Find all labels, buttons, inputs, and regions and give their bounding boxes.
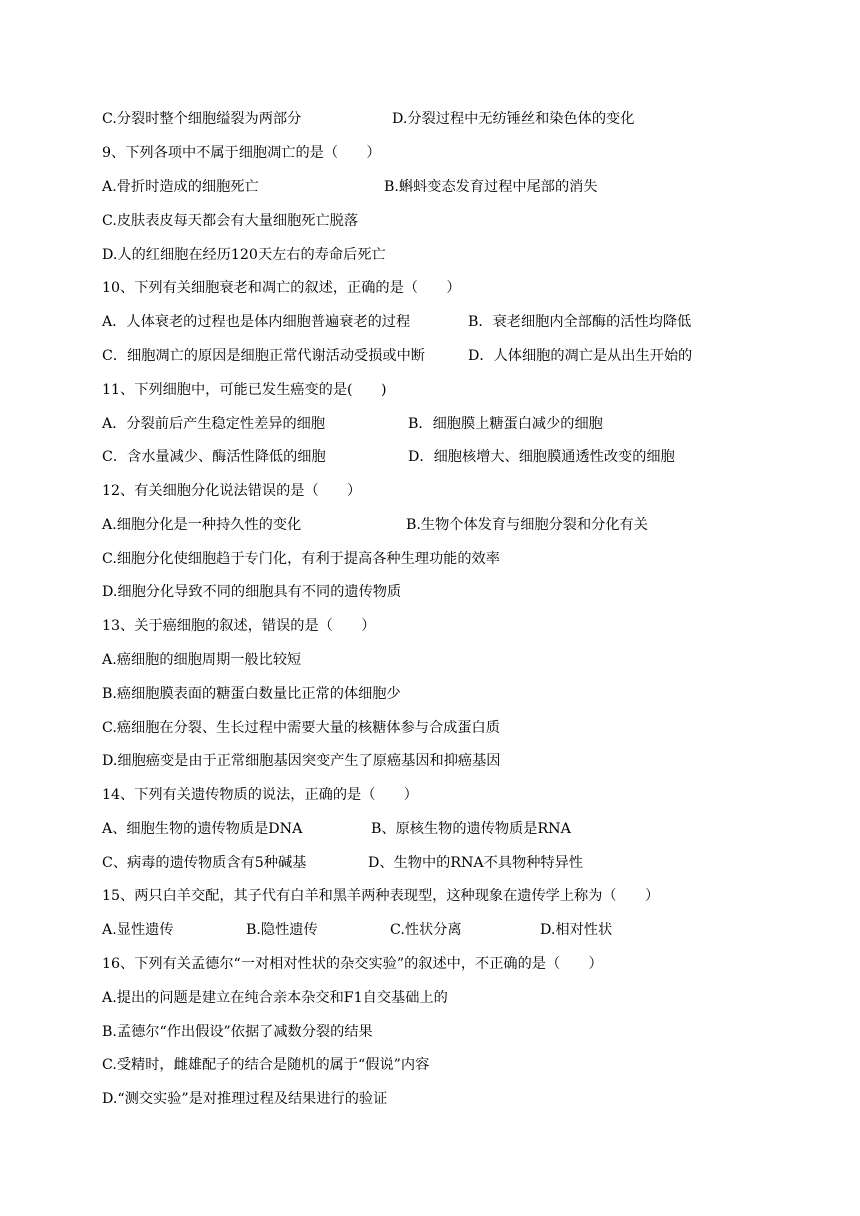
option-row <box>102 344 820 368</box>
option-d: D.相对性状 <box>540 922 613 938</box>
option-c: C.癌细胞在分裂、生长过程中需要大量的核糖体参与合成蛋白质 <box>102 720 500 736</box>
option-c: C、病毒的遗传物质含有5种碱基 <box>102 855 307 871</box>
option-row <box>102 310 820 334</box>
option-row <box>102 851 820 875</box>
question-9: 9、下列各项中不属于细胞凋亡的是（ ） <box>102 145 381 161</box>
option-d: D、生物中的RNA不具物种特异性 <box>368 855 583 871</box>
option-a: A.骨折时造成的细胞死亡 <box>102 179 259 195</box>
option-d: D.“测交实验”是对推理过程及结果进行的验证 <box>102 1091 388 1107</box>
option-c: C.受精时，雌雄配子的结合是随机的属于“假说”内容 <box>102 1057 430 1073</box>
option-b: B.隐性遗传 <box>246 922 318 938</box>
option-row <box>102 445 820 469</box>
option-row <box>102 107 820 131</box>
question-15: 15、两只白羊交配，其子代有白羊和黑羊两种表现型，这种现象在遗传学上称为（ ） <box>102 888 660 904</box>
question-16: 16、下列有关孟德尔“一对相对性状的杂交实验”的叙述中，不正确的是（ ） <box>102 956 603 972</box>
option-a: A、细胞生物的遗传物质是DNA <box>102 821 303 837</box>
option-row <box>102 817 820 841</box>
option-a: A.提出的问题是建立在纯合亲本杂交和F1自交基础上的 <box>102 990 448 1006</box>
option-c: C.细胞分化使细胞趋于专门化，有利于提高各种生理功能的效率 <box>102 551 500 567</box>
option-b: B、原核生物的遗传物质是RNA <box>371 821 571 837</box>
question-13: 13、关于癌细胞的叙述，错误的是（ ） <box>102 618 376 634</box>
question-12: 12、有关细胞分化说法错误的是（ ） <box>102 483 362 499</box>
option-c: C.分裂时整个细胞缢裂为两部分 <box>102 111 302 127</box>
option-c: C.性状分离 <box>390 922 462 938</box>
option-b: B.癌细胞膜表面的糖蛋白数量比正常的体细胞少 <box>102 686 401 702</box>
option-row <box>102 513 820 537</box>
option-d: D．细胞核增大、细胞膜通透性改变的细胞 <box>408 449 675 465</box>
option-a: A.癌细胞的细胞周期一般比较短 <box>102 652 302 668</box>
option-row <box>102 175 820 199</box>
option-d: D.人的红细胞在经历120天左右的寿命后死亡 <box>102 247 386 263</box>
option-a: A.显性遗传 <box>102 922 174 938</box>
option-b: B．衰老细胞内全部酶的活性均降低 <box>468 314 692 330</box>
option-b: B.孟德尔“作出假设”依据了减数分裂的结果 <box>102 1024 373 1040</box>
option-row <box>102 412 820 436</box>
option-b: B.生物个体发育与细胞分裂和分化有关 <box>406 517 648 533</box>
option-d: D.细胞癌变是由于正常细胞基因突变产生了原癌基因和抑癌基因 <box>102 753 501 769</box>
option-a: A.细胞分化是一种持久性的变化 <box>102 517 302 533</box>
question-11: 11、下列细胞中，可能已发生癌变的是( ) <box>102 382 387 398</box>
option-d: D．人体细胞的凋亡是从出生开始的 <box>468 348 693 364</box>
option-c: C．细胞凋亡的原因是细胞正常代谢活动受损或中断 <box>102 348 425 364</box>
option-a: A．分裂前后产生稳定性差异的细胞 <box>102 416 326 432</box>
question-14: 14、下列有关遗传物质的说法，正确的是（ ） <box>102 787 418 803</box>
option-d: D.分裂过程中无纺锤丝和染色体的变化 <box>392 111 635 127</box>
option-c: C.皮肤表皮每天都会有大量细胞死亡脱落 <box>102 213 359 229</box>
option-c: C．含水量减少、酶活性降低的细胞 <box>102 449 326 465</box>
option-b: B．细胞膜上糖蛋白减少的细胞 <box>408 416 603 432</box>
option-row <box>102 918 820 942</box>
option-b: B.蝌蚪变态发育过程中尾部的消失 <box>384 179 598 195</box>
option-a: A．人体衰老的过程也是体内细胞普遍衰老的过程 <box>102 314 411 330</box>
option-d: D.细胞分化导致不同的细胞具有不同的遗传物质 <box>102 584 402 600</box>
question-10: 10、下列有关细胞衰老和凋亡的叙述，正确的是（ ） <box>102 280 461 296</box>
